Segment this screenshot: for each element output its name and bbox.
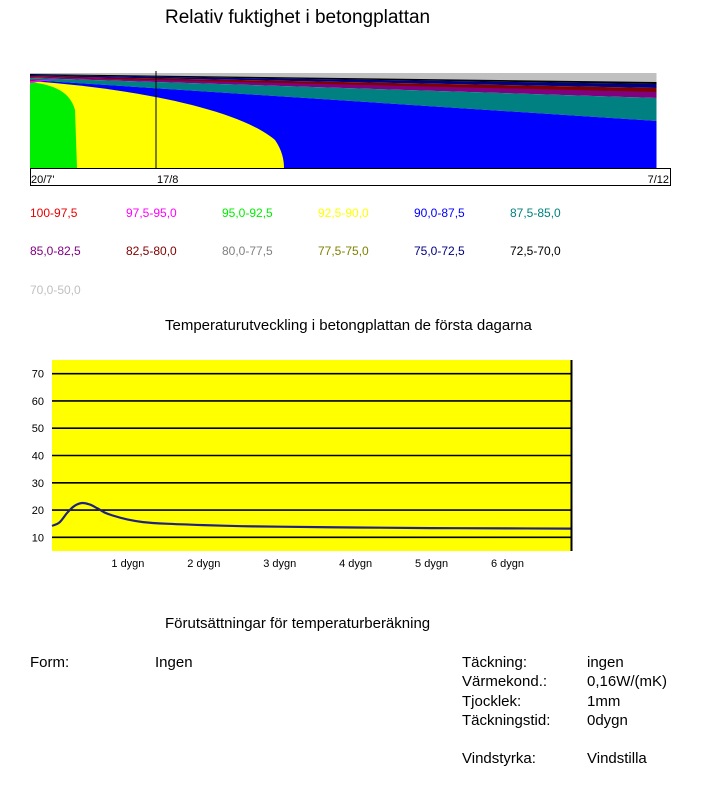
temperature-chart-title: Temperaturutveckling i betongplattan de första dagarna [165,317,532,334]
x-tick-label: 3 dygn [263,558,297,570]
covering-label: Täckning: [462,654,528,671]
x-tick-label: 2 dygn [187,558,221,570]
moisture-chart-title: Relativ fuktighet i betongplattan [165,7,431,28]
legend-item-97-5-95: 97,5-95,0 [126,206,177,220]
legend-item-82-5-80: 82,5-80,0 [126,244,177,258]
thickness-label: Tjocklek: [462,693,522,710]
x-tick-label: 5 dygn [415,558,449,570]
form-value: Ingen [155,654,193,671]
legend-item-75-72-5: 75,0-72,5 [414,244,465,258]
y-tick-label: 70 [31,368,44,381]
y-tick-label: 30 [31,477,44,490]
date-label-end: 7/12 [647,174,669,186]
legend-item-100-97-5: 100-97,5 [30,206,78,220]
covering-time-value: 0dygn [587,712,628,729]
date-label-start: 20/7' [31,174,55,186]
y-tick-label: 50 [31,423,44,436]
conditions-title: Förutsättningar för temperaturberäkning [165,615,431,632]
temperature-chart [20,355,590,575]
y-tick-label: 60 [31,395,44,408]
covering-time-label: Täckningstid: [462,712,551,729]
y-tick-label: 10 [31,532,44,545]
legend-item-72-5-70: 72,5-70,0 [510,244,561,258]
legend-item-95-92-5: 95,0-92,5 [222,206,273,220]
moisture-axis-box [31,169,671,186]
legend-item-87-5-85: 87,5-85,0 [510,206,561,220]
legend-item-90-87-5: 90,0-87,5 [414,206,465,220]
x-tick-label: 4 dygn [339,558,373,570]
thermal-conductivity-value: 0,16W/(mK) [587,673,668,690]
y-tick-label: 40 [31,450,44,463]
covering-value: ingen [587,654,624,671]
legend-item-77-5-75: 77,5-75,0 [318,244,369,258]
thermal-conductivity-label: Värmekond.: [462,673,548,690]
date-label-mid: 17/8 [157,174,179,186]
legend-item-85-82-5: 85,0-82,5 [30,244,81,258]
legend-item-70-50: 70,0-50,0 [30,283,81,297]
legend-item-92-5-90: 92,5-90,0 [318,206,369,220]
y-tick-label: 20 [31,505,44,518]
thickness-value: 1mm [587,693,621,710]
x-tick-label: 1 dygn [111,558,145,570]
legend-item-80-77-5: 80,0-77,5 [222,244,273,258]
wind-value: Vindstilla [587,750,647,767]
wind-label: Vindstyrka: [462,750,536,767]
x-tick-label: 6 dygn [490,558,524,570]
moisture-chart [20,65,680,195]
form-label: Form: [30,654,70,671]
